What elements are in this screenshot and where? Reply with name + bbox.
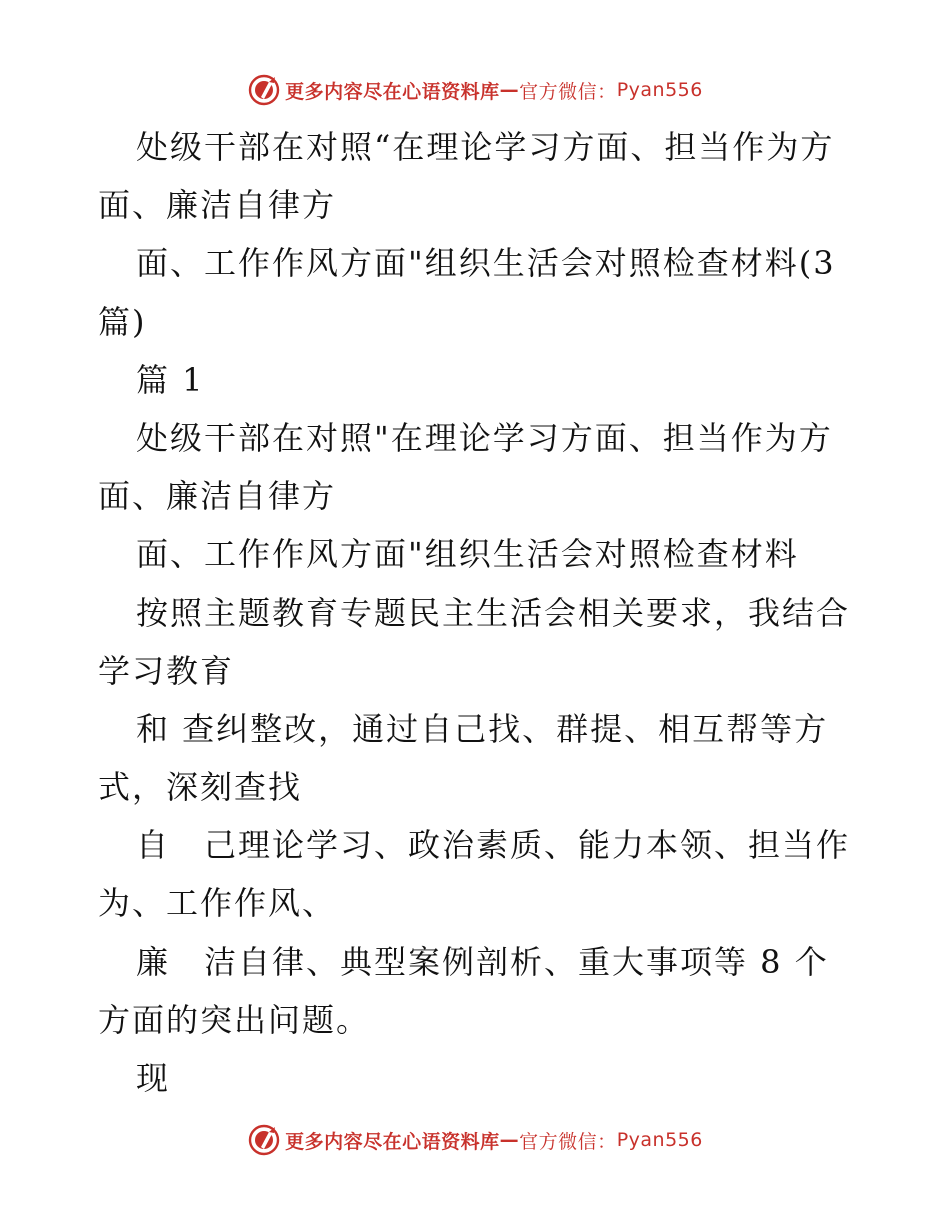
text-line: 学习教育 [98, 651, 235, 690]
text-line: 面、工作作风方面"组织生活会对照检查材料(3 [136, 244, 836, 283]
text-line: 处级干部在对照"在理论学习方面、担当作为方 [136, 418, 833, 457]
banner-title: 更多内容尽在心语资料库 [285, 80, 500, 103]
text-line: 处级干部在对照“在理论学习方面、担当作为方 [136, 128, 835, 166]
text-line: 面、工作作风方面"组织生活会对照检查材料 [136, 535, 799, 574]
pen-logo-icon [247, 73, 281, 107]
pen-logo-icon [247, 1123, 281, 1157]
text-line: 按照主题教育专题民主生活会相关要求，我结合 [136, 593, 851, 632]
banner-wechat-label: 官方微信： [519, 1130, 617, 1153]
banner-dash: — [499, 79, 520, 101]
text-line: 式，深刻查找 [98, 768, 303, 807]
banner-wechat-id: Pyan556 [616, 79, 703, 101]
section-heading: 篇 1 [136, 360, 205, 399]
banner-title: 更多内容尽在心语资料库 [285, 1130, 500, 1153]
banner-dash: — [499, 1129, 520, 1151]
footer-banner [0, 1122, 950, 1158]
text-line: 现 [136, 1059, 171, 1097]
text-line: 自 己理论学习、政治素质、能力本领、担当作 [136, 826, 851, 865]
text-line: 面、廉洁自律方 [98, 186, 337, 225]
text-line: 为、工作作风、 [98, 884, 337, 923]
header-banner [0, 72, 950, 108]
banner-wechat-label: 官方微信： [519, 80, 617, 103]
text-line: 廉 洁自律、典型案例剖析、重大事项等 8 个 [136, 942, 829, 981]
banner-wechat-id: Pyan556 [616, 1129, 703, 1151]
text-line: 和 查纠整改，通过自己找、群提、相互帮等方 [136, 709, 829, 748]
text-line: 面、廉洁自律方 [98, 477, 337, 516]
text-line: 篇) [98, 302, 147, 341]
document-body [98, 118, 868, 1107]
text-line: 方面的突出问题。 [98, 1000, 371, 1039]
